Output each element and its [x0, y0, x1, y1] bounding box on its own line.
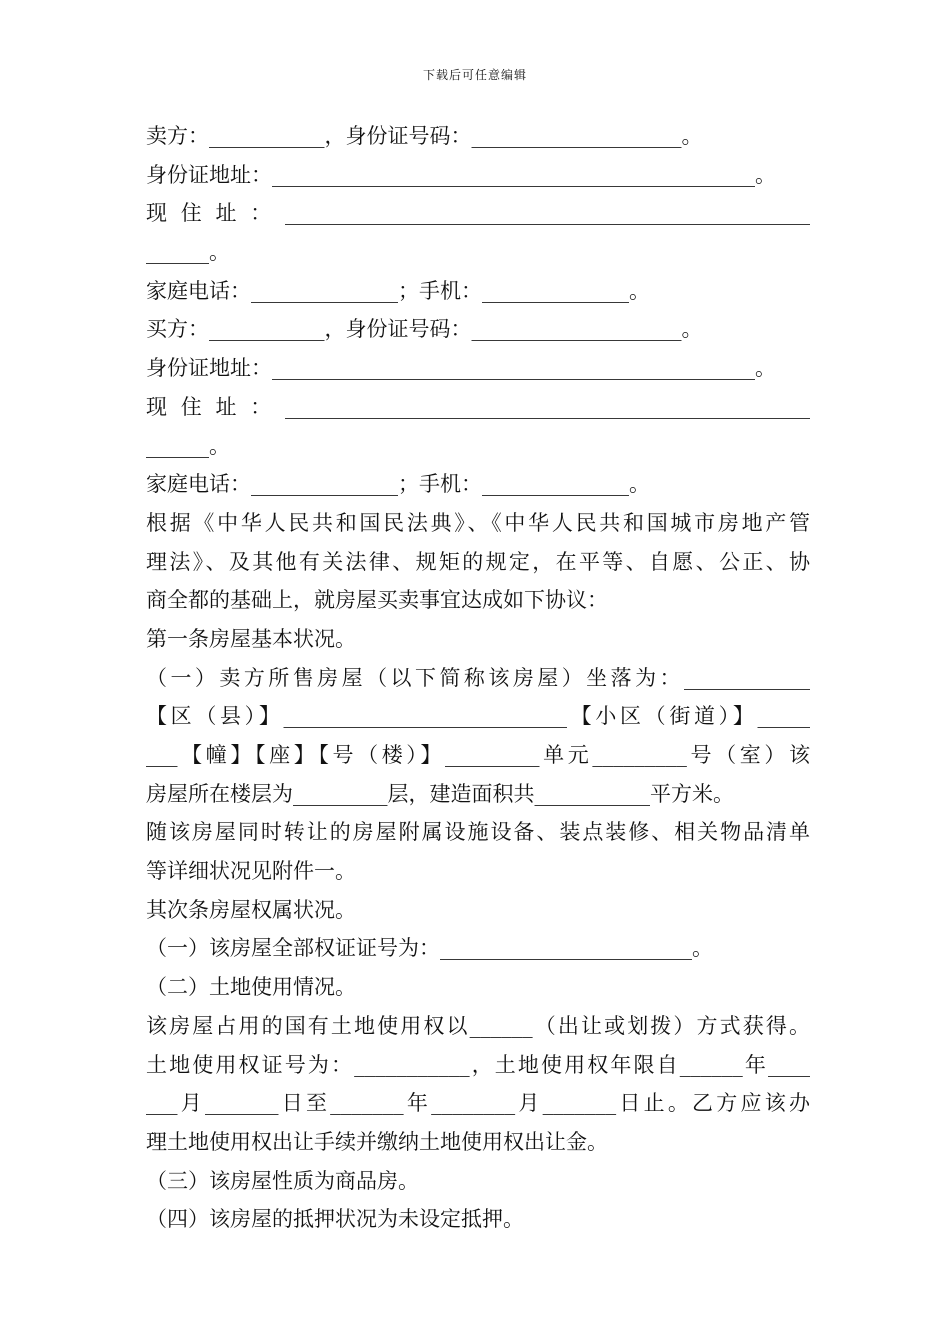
attachment-note-line-2: 等详细状况见附件一。 — [146, 859, 356, 884]
article-1-item-1-line-2: 【区（县）】___________________________【小区（街道）】_____ — [146, 704, 810, 729]
seller-current-address-continuation: ______。 — [146, 240, 230, 265]
land-use-line-3: ___月_______日至_______年________月_______日止。乙方应该办 — [146, 1091, 810, 1116]
land-use-line-2: 土地使用权证号为：___________，土地使用权年限自______年____ — [146, 1052, 810, 1077]
article-1-heading: 第一条房屋基本状况。 — [146, 626, 356, 651]
preamble-line-1: 根据《中华人民共和国民法典》、《中华人民共和国城市房地产管 — [146, 510, 810, 535]
article-2-heading: 其次条房屋权属状况。 — [146, 897, 356, 922]
land-use-line-1: 该房屋占用的国有土地使用权以______（出让或划拨）方式获得。 — [146, 1013, 810, 1038]
article-2-item-1: （一）该房屋全部权证证号为：________________________。 — [146, 936, 713, 961]
land-use-line-4: 理土地使用权出让手续并缴纳土地使用权出让金。 — [146, 1129, 608, 1154]
document-body — [146, 117, 810, 1239]
attachment-note-line-1: 随该房屋同时转让的房屋附属设施设备、装点装修、相关物品清单 — [146, 820, 810, 845]
seller-name-id-line: 卖方：___________，身份证号码：____________________。 — [146, 124, 703, 148]
article-2-item-4: （四）该房屋的抵押状况为未设定抵押。 — [146, 1207, 524, 1232]
preamble-line-2: 理法》、及其他有关法律、规矩的规定，在平等、自愿、公正、协 — [146, 549, 810, 574]
buyer-phone-line: 家庭电话：______________；手机：______________。 — [146, 472, 650, 497]
buyer-id-address-line: 身份证地址：______________________________________________。 — [146, 356, 776, 381]
seller-phone-line: 家庭电话：______________；手机：______________。 — [146, 278, 650, 303]
seller-id-address-line: 身份证地址：______________________________________________。 — [146, 162, 776, 187]
seller-current-address-line: 现住址：__________________________________________________ — [146, 201, 810, 226]
buyer-current-address-continuation: ______。 — [146, 433, 230, 458]
preamble-line-3: 商全都的基础上，就房屋买卖事宜达成如下协议： — [146, 588, 608, 613]
article-2-item-2: （二）土地使用情况。 — [146, 975, 356, 1000]
article-1-item-1-line-1: （一）卖方所售房屋（以下简称该房屋）坐落为：____________ — [146, 665, 810, 690]
buyer-current-address-line: 现住址：__________________________________________________ — [146, 394, 810, 419]
buyer-name-id-line: 买方：___________，身份证号码：____________________。 — [146, 317, 703, 342]
article-1-item-1-line-4: 房屋所在楼层为_________层，建造面积共___________平方米。 — [146, 781, 734, 806]
page-header-note: 下载后可任意编辑 — [422, 68, 527, 82]
article-2-item-3: （三）该房屋性质为商品房。 — [146, 1168, 419, 1193]
article-1-item-1-line-3: ___【幢】【座】【号（楼）】_________单元_________号（室）该 — [146, 743, 810, 767]
